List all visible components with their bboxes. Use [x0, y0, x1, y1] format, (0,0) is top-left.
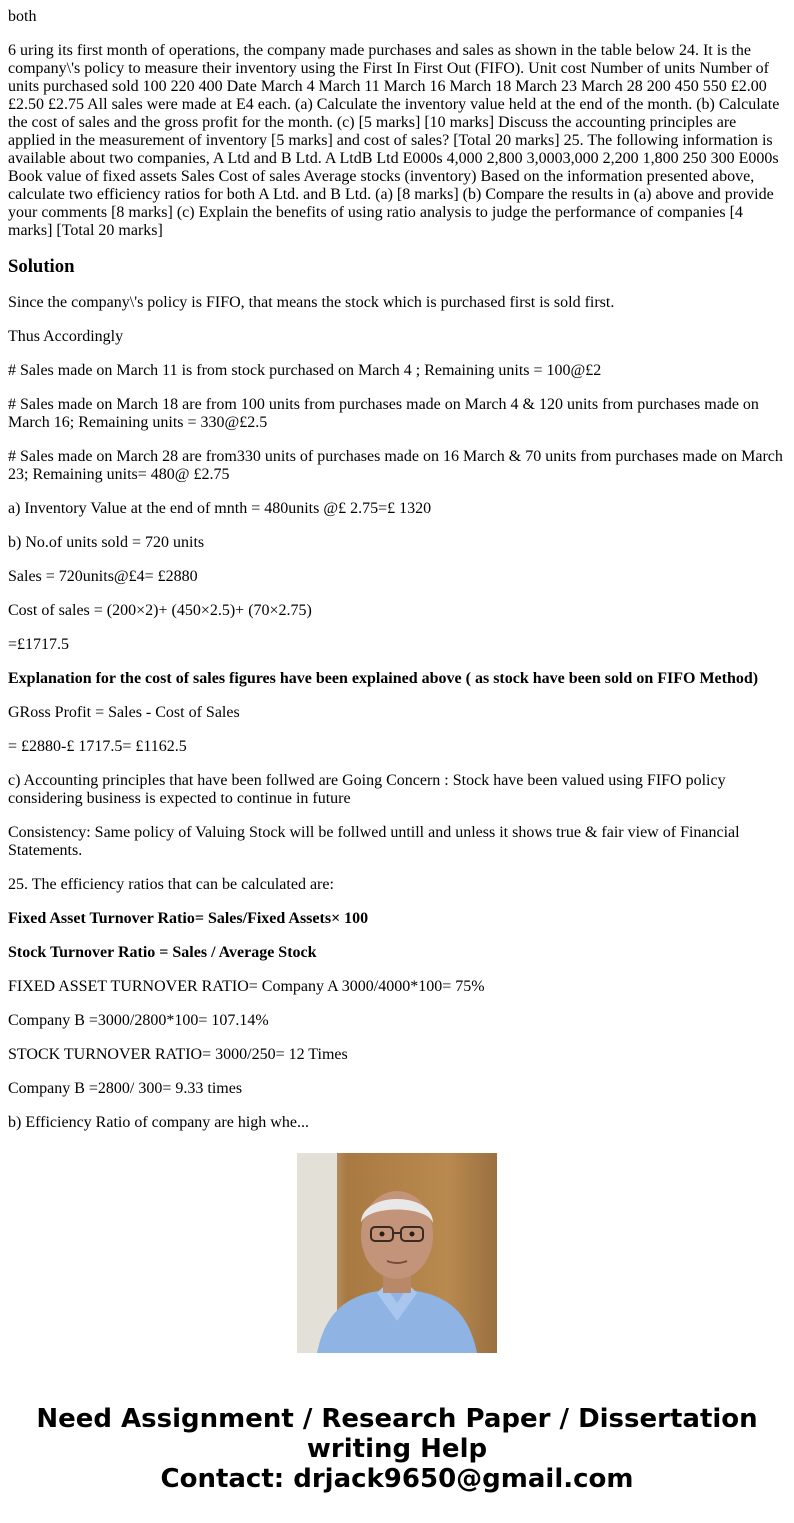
fixed-asset-turnover-formula: Fixed Asset Turnover Ratio= Sales/Fixed Assets× 100	[8, 910, 369, 927]
stock-turnover-ratio-company-b: Company B =2800/ 300= 9.33 times	[8, 1080, 243, 1097]
solution-paragraph: # Sales made on March 28 are from330 units of purchases made on 16 March & 70 units from purchases made on March 23; Remaining units= 480@ £2.75	[8, 448, 783, 483]
avatar	[297, 1153, 497, 1353]
solution-paragraph: Sales = 720units@£4= £2880	[8, 568, 198, 585]
cut-off-line: b) Efficiency Ratio of company are high whe...	[8, 1114, 309, 1131]
principle-consistency: Consistency: Same policy of Valuing Stock will be follwed untill and unless it shows true & fair view of Financial Statements.	[8, 824, 740, 859]
promo-line: writing Help	[306, 1434, 488, 1464]
solution-paragraph: # Sales made on March 18 are from 100 units from purchases made on March 4 & 120 units from purchases made on March 16; Remaining units = 330@£2.5	[8, 396, 759, 431]
gross-profit-value: = £2880-£ 1717.5= £1162.5	[8, 738, 187, 755]
promo-contact: Contact: drjack9650@gmail.com	[160, 1464, 634, 1494]
promo-line: Need Assignment / Research Paper / Dissertation	[36, 1404, 758, 1434]
fixed-asset-ratio-company-a: FIXED ASSET TURNOVER RATIO= Company A 3000/4000*100= 75%	[8, 978, 485, 995]
solution-paragraph: =£1717.5	[8, 636, 70, 653]
stock-turnover-ratio-company-a: STOCK TURNOVER RATIO= 3000/250= 12 Times	[8, 1046, 348, 1063]
solution-paragraph: a) Inventory Value at the end of mnth = 480units @£ 2.75=£ 1320	[8, 500, 432, 517]
solution-paragraph: Cost of sales = (200×2)+ (450×2.5)+ (70×2.75)	[8, 602, 312, 619]
stock-turnover-formula: Stock Turnover Ratio = Sales / Average Stock	[8, 944, 317, 961]
solution-heading: Solution	[8, 256, 75, 277]
person-portrait-icon	[297, 1153, 497, 1353]
promo-banner	[0, 1404, 794, 1494]
document-content	[8, 8, 786, 1131]
gross-profit-formula: GRoss Profit = Sales - Cost of Sales	[8, 704, 240, 721]
solution-paragraph: b) No.of units sold = 720 units	[8, 534, 205, 551]
solution-paragraph: Since the company\'s policy is FIFO, that means the stock which is purchased first is sold first.	[8, 294, 615, 311]
principle-going-concern: c) Accounting principles that have been follwed are Going Concern : Stock have been valued using FIFO policy considering business is expected to continue in future	[8, 772, 726, 807]
question-intro-fragment: both	[8, 8, 37, 25]
ratios-intro: 25. The efficiency ratios that can be calculated are:	[8, 876, 334, 893]
question-body: 6 uring its first month of operations, the company made purchases and sales as shown in the table below 24. It is the company\'s policy to measure their inventory using the First In First Out (FIFO). Unit cost Number of units Number of units purchased sold 100 220 400 Date March 4 March 11 March 16 March 18 March 23 March 28 200 450 550 £2.00 £2.50 £2.75 All sales were made at E4 each. (a) Calculate the inventory value held at the end of the month. (b) Calculate the cost of sales and the gross profit for the month. (c) [5 marks] [10 marks] Discuss the accounting principles are applied in the measurement of inventory [5 marks] and cost of sales? [Total 20 marks] 25. The following information is available about two companies, A Ltd and B Ltd. A LtdB Ltd E000s 4,000 2,800 3,0003,000 2,200 1,800 250 300 E000s Book value of fixed assets Sales Cost of sales Average stocks (inventory) Based on the information presented above, calculate two efficiency ratios for both A Ltd. and B Ltd. (a) [8 marks] (b) Compare the results in (a) above and provide your comments [8 marks] (c) Explain the benefits of using ratio analysis to judge the performance of companies [4 marks] [Total 20 marks]	[8, 42, 780, 239]
solution-paragraph: Thus Accordingly	[8, 328, 124, 345]
fixed-asset-ratio-company-b: Company B =3000/2800*100= 107.14%	[8, 1012, 269, 1029]
cost-of-sales-explanation: Explanation for the cost of sales figures have been explained above ( as stock have been sold on FIFO Method)	[8, 670, 759, 687]
solution-paragraph: # Sales made on March 11 is from stock purchased on March 4 ; Remaining units = 100@£2	[8, 362, 602, 379]
